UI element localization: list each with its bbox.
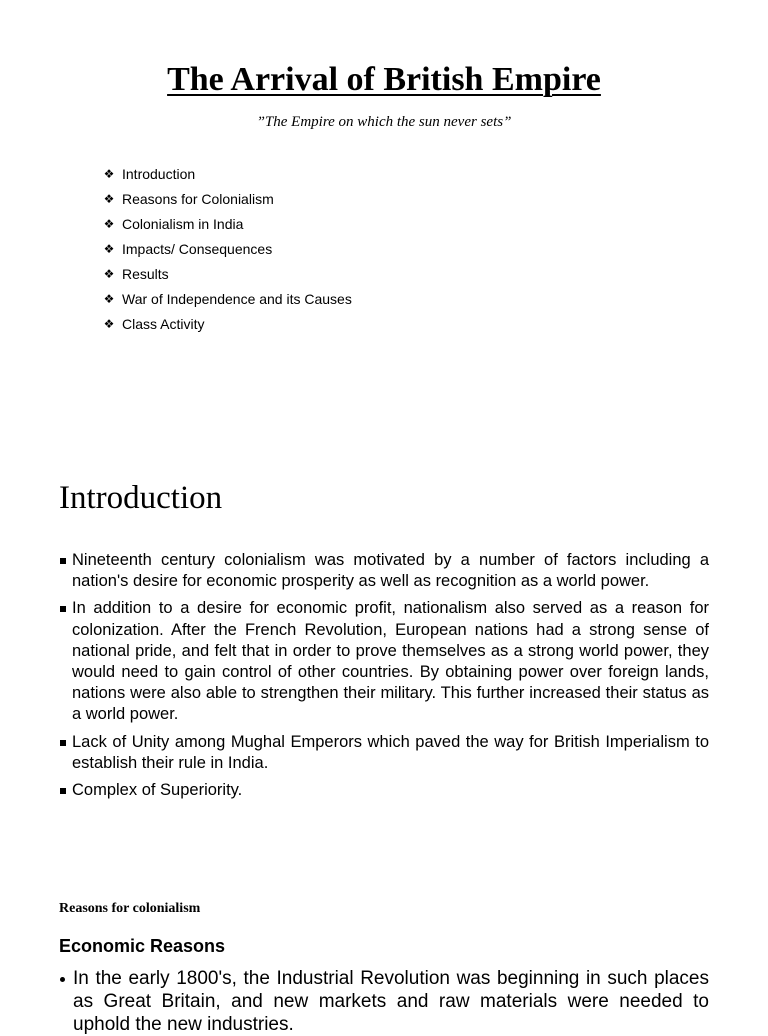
square-bullet-icon: [60, 740, 66, 746]
diamond-bullet-icon: ❖: [103, 167, 115, 182]
diamond-bullet-icon: ❖: [103, 242, 115, 257]
introduction-bullet: [59, 780, 709, 801]
introduction-heading: Introduction: [59, 480, 223, 516]
toc-item: [102, 162, 352, 187]
toc-item-label: War of Independence and its Causes: [122, 290, 352, 307]
square-bullet-icon: [60, 558, 66, 564]
toc-item: [102, 311, 352, 336]
toc-item: [102, 212, 352, 237]
table-of-contents: [102, 162, 352, 336]
toc-item: [102, 187, 352, 212]
round-bullet-icon: [60, 977, 65, 982]
toc-item: [102, 286, 352, 311]
document-subtitle: ”The Empire on which the sun never sets”: [256, 114, 512, 130]
toc-item-label: Impacts/ Consequences: [122, 241, 273, 258]
toc-item-label: Introduction: [122, 166, 196, 183]
bullet-text: In the early 1800's, the Industrial Revolution was beginning in such places as Great Britain, and new markets and raw materials were needed to uphold the new industries.: [73, 968, 709, 1035]
toc-item: [102, 237, 352, 262]
square-bullet-icon: [60, 606, 66, 612]
bullet-text: Lack of Unity among Mughal Emperors which paved the way for British Imperialism to establish their rule in India.: [72, 732, 709, 772]
toc-item-label: Reasons for Colonialism: [122, 191, 274, 208]
economic-reasons-heading: Economic Reasons: [59, 936, 226, 956]
diamond-bullet-icon: ❖: [103, 267, 115, 281]
toc-item-label: Colonialism in India: [122, 216, 244, 233]
bullet-text: Complex of Superiority.: [72, 781, 243, 800]
introduction-bullet: [59, 598, 709, 725]
toc-item-label: Results: [122, 266, 169, 282]
diamond-bullet-icon: ❖: [103, 217, 115, 232]
diamond-bullet-icon: ❖: [103, 291, 115, 306]
economic-reasons-list: [59, 967, 709, 1036]
reasons-heading: Reasons for colonialism: [59, 901, 201, 916]
diamond-bullet-icon: ❖: [103, 316, 115, 331]
toc-item-label: Class Activity: [122, 315, 205, 332]
document-title: The Arrival of British Empire: [167, 61, 601, 98]
diamond-bullet-icon: ❖: [103, 192, 115, 207]
introduction-bullet-list: [59, 550, 709, 807]
economic-reason-bullet: [59, 967, 709, 1036]
bullet-text: In addition to a desire for economic profit, nationalism also served as a reason for colonization. After the French Revolution, European nations had a strong sense of national pride, and felt that in order to prove themselves as a strong world power, they would need to gain control of other countries. By obtaining power over foreign lands, nations were also able to strengthen their military. This further increased their status as a world power.: [72, 599, 709, 724]
bullet-text: Nineteenth century colonialism was motivated by a number of factors including a nation's desire for economic prosperity as well as recognition as a world power.: [72, 551, 709, 591]
toc-item: [102, 262, 352, 287]
introduction-bullet: [59, 732, 709, 774]
introduction-bullet: [59, 550, 709, 592]
square-bullet-icon: [60, 788, 66, 794]
